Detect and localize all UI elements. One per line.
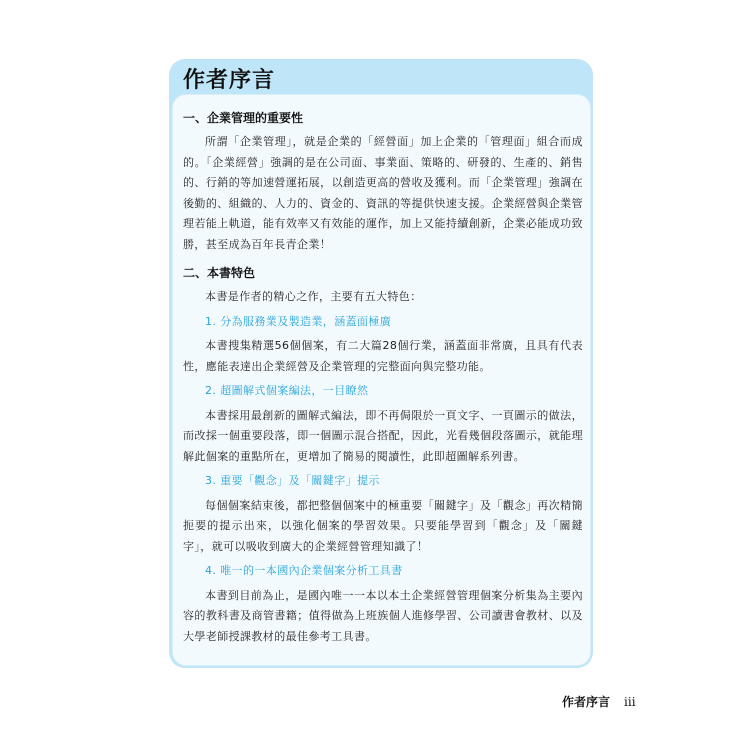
feature-title: 2. 超圖解式個案編法，一目瞭然 <box>205 384 369 397</box>
feature-text: 本書搜集精選56個個案，有二大篇28個行業，涵蓋面非常廣，且具有代表性，應能表達出企業經營及企業管理的完整面向與完整功能。 <box>183 339 583 373</box>
feature-text: 本書採用最創新的圖解式編法，即不再侷限於一頁文字、一頁圖示的做法，而改採一個重要段落，即一個圖示混合搭配，因此，光看幾個段落圖示，就能理解此個案的重點所在，更增加了簡易的閱讀性，此即超圖解系列書。 <box>183 408 583 463</box>
section-heading: 二、本書特色 <box>183 266 256 280</box>
section-intro: 本書是作者的精心之作，主要有五大特色： <box>205 290 422 303</box>
feature-title: 1. 分為服務業及製造業，涵蓋面極廣 <box>205 314 392 328</box>
page-number: iii <box>624 695 636 709</box>
feature-title: 4. 唯一的一本國內企業個案分析工具書 <box>205 564 403 577</box>
content-body <box>183 108 583 647</box>
chapter-title: 作者序言 <box>183 68 276 93</box>
feature-text: 每個個案結束後，都把整個個案中的極重要「關鍵字」及「觀念」再次精簡扼要的提示出來，以強化個案的學習效果。只要能學習到「觀念」及「關鍵字」，就可以吸收到廣大的企業經營管理知識了！ <box>183 498 583 553</box>
page-footer <box>562 693 636 710</box>
feature-title: 3. 重要「觀念」及「關鍵字」提示 <box>205 474 380 487</box>
footer-title: 作者序言 <box>562 695 611 709</box>
feature-text: 本書到目前為止，是國內唯一一本以本土企業經營管理個案分析集為主要內容的教科書及商管書籍；值得做為上班族個人進修學習、公司讀書會教材、以及大學老師授課教材的最佳參考工具書。 <box>183 588 583 643</box>
section-heading: 一、企業管理的重要性 <box>183 111 304 125</box>
section-paragraph: 所謂「企業管理」，就是企業的「經營面」加上企業的「管理面」組合而成的。「企業經營」強調的是在公司面、事業面、策略的、研發的、生產的、銷售的、行銷的等加速營運拓展，以創造更高的營收及獲利。而「企業管理」強調在後勤的、組織的、人力的、資金的、資訊的等提供快速支援。企業經營與企業管理若能上軌道，能有效率又有效能的運作，加上又能持續創新，企業必能成功致勝，甚至成為百年長青企業！ <box>183 135 583 251</box>
